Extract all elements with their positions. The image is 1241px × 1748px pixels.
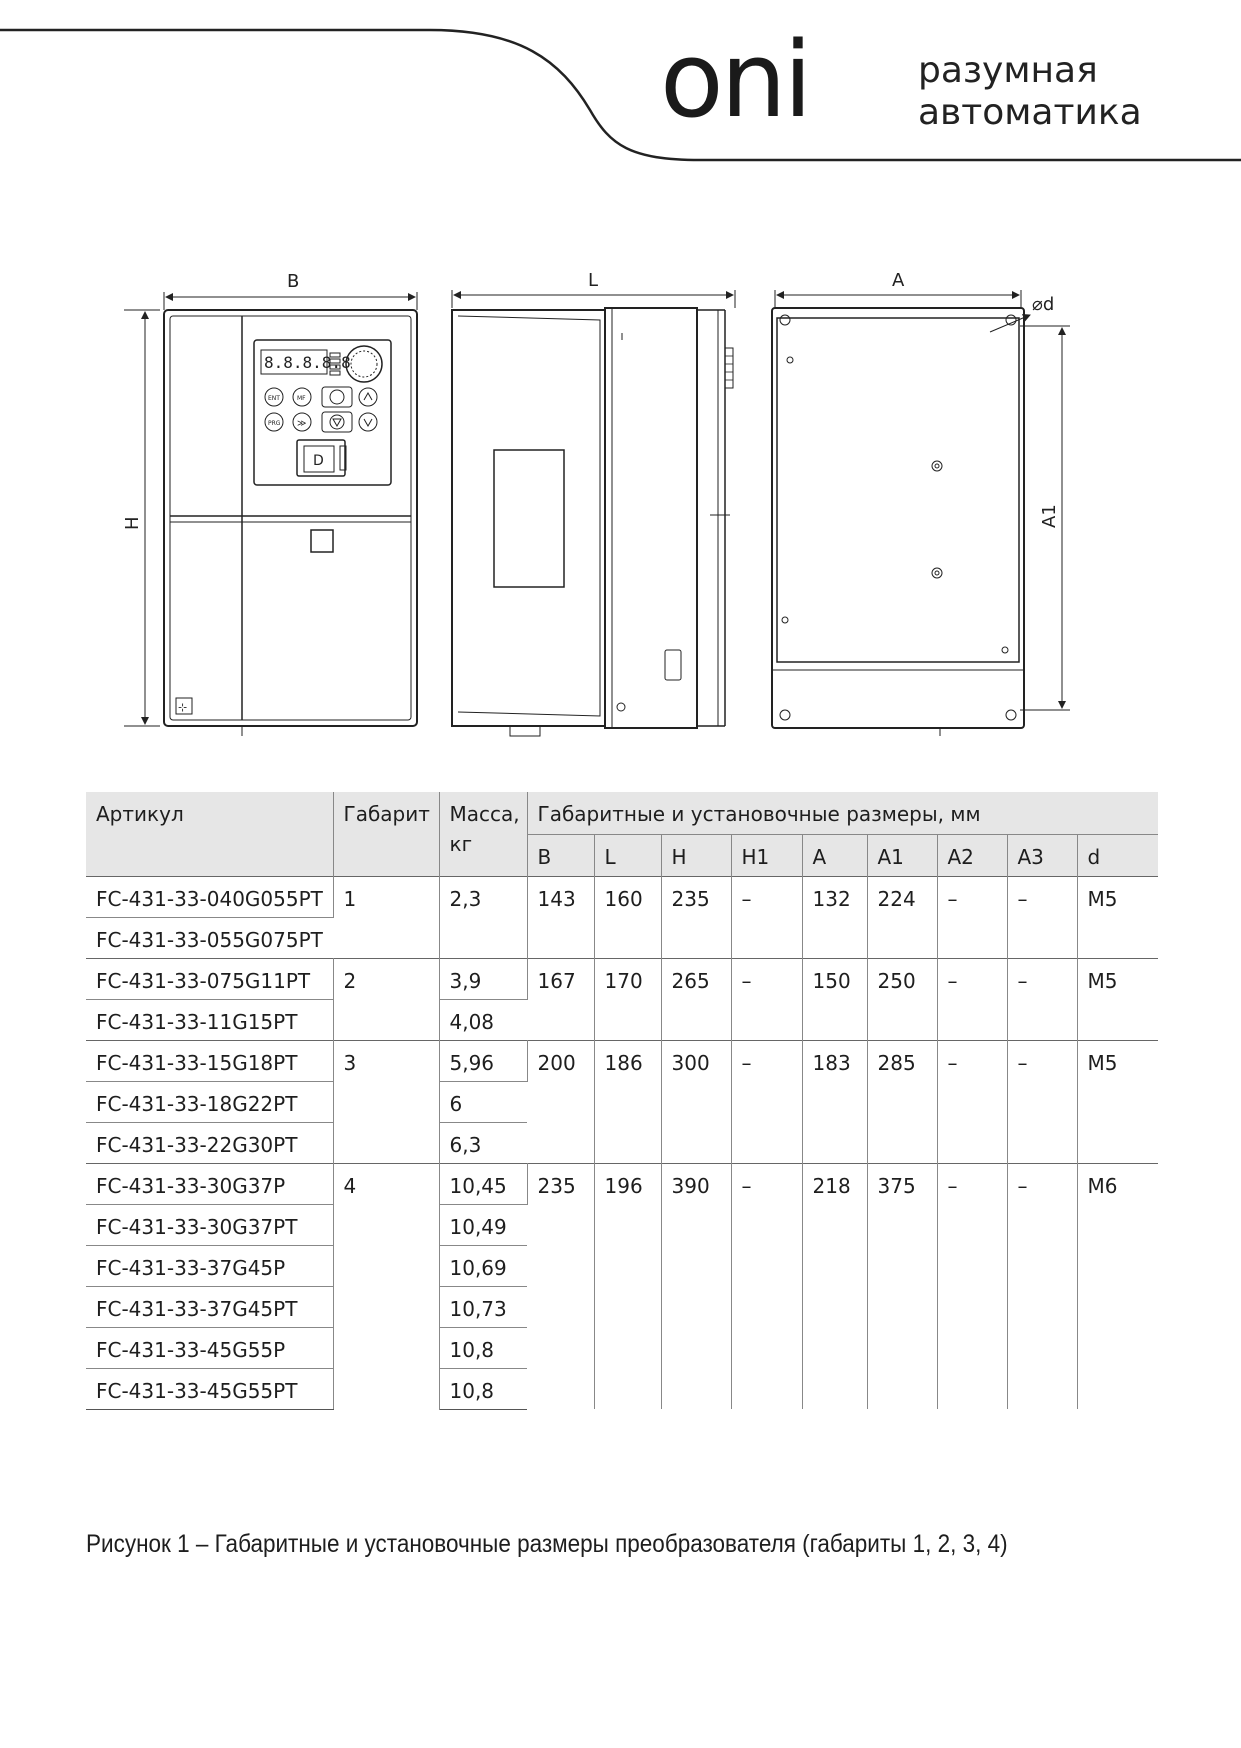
table-row — [86, 1163, 1158, 1204]
front-view — [122, 271, 417, 736]
tagline-line-1: разумная — [918, 50, 1098, 91]
header-size: Габарит — [333, 792, 439, 876]
cell-article: FC-431-33-22G30PT — [86, 1122, 333, 1163]
cell-L: 196 — [594, 1163, 661, 1409]
header-article: Артикул — [86, 792, 333, 876]
cell-A3: – — [1007, 958, 1077, 1040]
cell-A1: 250 — [867, 958, 937, 1040]
cell-A2: – — [937, 958, 1007, 1040]
subheader-H1: H1 — [731, 834, 802, 876]
cell-article: FC-431-33-11G15PT — [86, 999, 333, 1040]
table-row — [86, 958, 1158, 999]
table-header-row — [86, 792, 1158, 834]
cell-mass: 10,45 — [439, 1163, 527, 1204]
subheader-A1: A1 — [867, 834, 937, 876]
header-mass — [439, 792, 527, 876]
cell-A1: 224 — [867, 876, 937, 958]
cell-article: FC-431-33-075G11PT — [86, 958, 333, 999]
figure-caption: Рисунок 1 – Габаритные и установочные размеры преобразователя (габариты 1, 2, 3, 4) — [86, 1530, 1008, 1558]
cell-size: 2 — [333, 958, 439, 1040]
svg-text:8.8.8.8.8: 8.8.8.8.8 — [264, 353, 351, 372]
cell-B: 143 — [527, 876, 594, 958]
cell-A: 218 — [802, 1163, 867, 1409]
cell-article: FC-431-33-45G55P — [86, 1327, 333, 1368]
panel-btn-shift: ≫ — [297, 419, 307, 429]
cell-A1: 285 — [867, 1040, 937, 1163]
cell-H1: – — [731, 958, 802, 1040]
cell-H1: – — [731, 876, 802, 958]
cell-mass: 3,9 — [439, 958, 527, 999]
table-row — [86, 1040, 1158, 1081]
panel-btn-ent: ENT — [268, 395, 280, 402]
cell-mass: 10,8 — [439, 1327, 527, 1368]
panel-btn-prg: PRG — [268, 420, 281, 427]
cell-H: 300 — [661, 1040, 731, 1163]
cell-article: FC-431-33-055G075PT — [86, 917, 333, 958]
cell-mass: 10,49 — [439, 1204, 527, 1245]
cell-B: 235 — [527, 1163, 594, 1409]
cell-L: 160 — [594, 876, 661, 958]
cell-mass: 10,69 — [439, 1245, 527, 1286]
cell-A3: – — [1007, 876, 1077, 958]
svg-text:⊹: ⊹ — [178, 701, 188, 714]
label-A1: A1 — [1039, 504, 1060, 528]
cell-A1: 375 — [867, 1163, 937, 1409]
cell-A: 132 — [802, 876, 867, 958]
cell-article: FC-431-33-18G22PT — [86, 1081, 333, 1122]
cell-A: 183 — [802, 1040, 867, 1163]
cell-size: 3 — [333, 1040, 439, 1163]
cell-d: M5 — [1077, 958, 1158, 1040]
cell-d: M6 — [1077, 1163, 1158, 1409]
cell-B: 200 — [527, 1040, 594, 1163]
label-L: L — [588, 270, 599, 291]
cell-article: FC-431-33-30G37PT — [86, 1204, 333, 1245]
cell-mass: 5,96 — [439, 1040, 527, 1081]
cell-mass: 6,3 — [439, 1122, 527, 1163]
cell-A2: – — [937, 876, 1007, 958]
cell-L: 186 — [594, 1040, 661, 1163]
cell-mass: 4,08 — [439, 999, 527, 1040]
cell-B: 167 — [527, 958, 594, 1040]
cell-L: 170 — [594, 958, 661, 1040]
header-dimensions: Габаритные и установочные размеры, мм — [527, 792, 1158, 834]
table-row — [86, 876, 1158, 917]
dimension-drawings — [0, 260, 1241, 740]
cell-d: M5 — [1077, 1040, 1158, 1163]
brand-tagline — [918, 50, 1142, 134]
brand-logo: oni — [660, 19, 810, 141]
dimensions-table — [86, 792, 1158, 1410]
cell-A: 150 — [802, 958, 867, 1040]
cell-A2: – — [937, 1163, 1007, 1409]
cell-H: 265 — [661, 958, 731, 1040]
cell-H: 390 — [661, 1163, 731, 1409]
cell-d: M5 — [1077, 876, 1158, 958]
label-d: ⌀d — [1032, 294, 1055, 315]
cell-mass: 10,8 — [439, 1368, 527, 1409]
header-mass-line2: кг — [449, 832, 473, 856]
svg-text:D: D — [313, 453, 324, 469]
back-view — [772, 270, 1070, 736]
side-view — [452, 270, 735, 736]
cell-H1: – — [731, 1163, 802, 1409]
tagline-line-2: автоматика — [918, 92, 1142, 133]
header-mass-line1: Масса, — [449, 802, 520, 826]
subheader-L: L — [594, 834, 661, 876]
subheader-d: d — [1077, 834, 1158, 876]
cell-A3: – — [1007, 1163, 1077, 1409]
cell-A3: – — [1007, 1040, 1077, 1163]
cell-H: 235 — [661, 876, 731, 958]
cell-article: FC-431-33-45G55PT — [86, 1368, 333, 1409]
cell-size: 4 — [333, 1163, 439, 1409]
cell-article: FC-431-33-37G45PT — [86, 1286, 333, 1327]
cell-article: FC-431-33-15G18PT — [86, 1040, 333, 1081]
subheader-A2: A2 — [937, 834, 1007, 876]
cell-mass: 10,73 — [439, 1286, 527, 1327]
cell-H1: – — [731, 1040, 802, 1163]
cell-article: FC-431-33-30G37P — [86, 1163, 333, 1204]
label-A: A — [892, 270, 905, 291]
label-B: B — [287, 271, 300, 292]
subheader-A: A — [802, 834, 867, 876]
subheader-H: H — [661, 834, 731, 876]
cell-mass: 6 — [439, 1081, 527, 1122]
panel-btn-mf: MF — [297, 395, 306, 402]
cell-article: FC-431-33-040G055PT — [86, 876, 333, 917]
cell-A2: – — [937, 1040, 1007, 1163]
cell-mass: 2,3 — [439, 876, 527, 958]
label-H: H — [122, 516, 143, 530]
cell-size: 1 — [333, 876, 439, 958]
subheader-A3: A3 — [1007, 834, 1077, 876]
subheader-B: B — [527, 834, 594, 876]
cell-article: FC-431-33-37G45P — [86, 1245, 333, 1286]
